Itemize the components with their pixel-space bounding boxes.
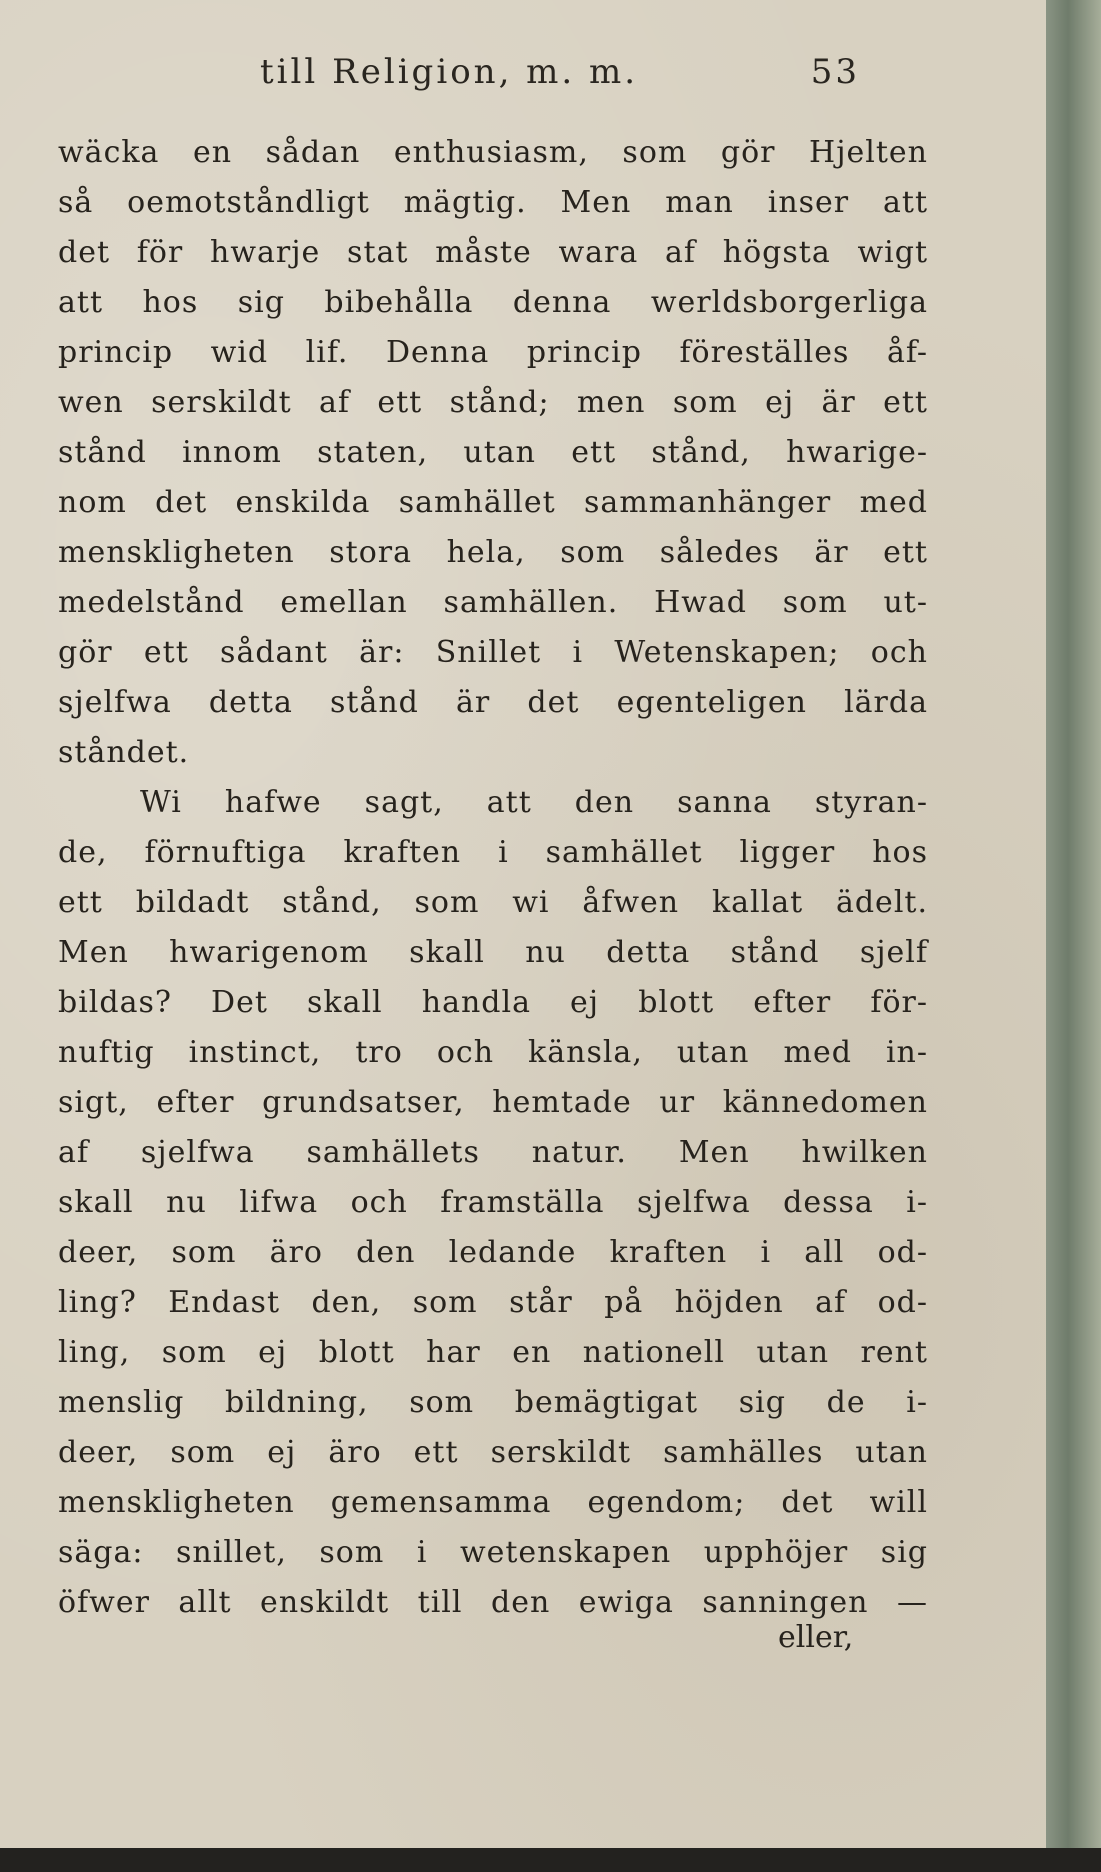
text-line: bildas? Det skall handla ej blott efter för- <box>58 985 928 1020</box>
text-line: ståndet. <box>58 735 190 770</box>
text-line: menskligheten gemensamma egendom; det will <box>58 1485 928 1520</box>
text-line: deer, som äro den ledande kraften i all od- <box>58 1235 928 1270</box>
text-line: nom det enskilda samhället sammanhänger med <box>58 485 928 520</box>
text-line: medelstånd emellan samhällen. Hwad som ut- <box>58 585 928 620</box>
page-header <box>260 52 880 102</box>
running-title: till Religion, m. m. <box>260 52 639 92</box>
text-line: menslig bildning, som bemägtigat sig de i- <box>58 1385 928 1420</box>
text-line: deer, som ej äro ett serskildt samhälles utan <box>58 1435 928 1470</box>
text-line: wen serskildt af ett stånd; men som ej är ett <box>58 385 928 420</box>
paragraph-first-line: Wi hafwe sagt, att den sanna styran- <box>140 785 928 820</box>
text-line: stånd innom staten, utan ett stånd, hwarige- <box>58 435 928 470</box>
text-line: ett bildadt stånd, som wi åfwen kallat ädelt. <box>58 885 928 920</box>
page-number: 53 <box>810 52 860 92</box>
body-text <box>58 128 928 1628</box>
text-line: sigt, efter grundsatser, hemtade ur kännedomen <box>58 1085 928 1120</box>
text-line: nuftig instinct, tro och känsla, utan med in- <box>58 1035 928 1070</box>
page-edge <box>1046 0 1101 1848</box>
text-line: ling? Endast den, som står på höjden af od- <box>58 1285 928 1320</box>
text-line: princip wid lif. Denna princip föreställes åf- <box>58 335 928 370</box>
text-line: sjelfwa detta stånd är det egenteligen lärda <box>58 685 928 720</box>
text-line: öfwer allt enskildt till den ewiga sanningen — <box>58 1585 928 1620</box>
text-line: skall nu lifwa och framställa sjelfwa dessa i- <box>58 1185 928 1220</box>
text-line: säga: snillet, som i wetenskapen upphöjer sig <box>58 1535 928 1570</box>
text-line: det för hwarje stat måste wara af högsta wigt <box>58 235 928 270</box>
text-line: så oemotståndligt mägtig. Men man inser att <box>58 185 928 220</box>
text-line: att hos sig bibehålla denna werldsborgerliga <box>58 285 928 320</box>
catchword: eller, <box>778 1620 854 1655</box>
text-line: de, förnuftiga kraften i samhället ligger hos <box>58 835 928 870</box>
scan-border <box>0 1848 1101 1872</box>
text-line: ling, som ej blott har en nationell utan rent <box>58 1335 928 1370</box>
text-line: gör ett sådant är: Snillet i Wetenskapen; och <box>58 635 928 670</box>
text-line: af sjelfwa samhällets natur. Men hwilken <box>58 1135 928 1170</box>
text-line: menskligheten stora hela, som således är ett <box>58 535 928 570</box>
text-line: Men hwarigenom skall nu detta stånd sjelf <box>58 935 928 970</box>
text-line: wäcka en sådan enthusiasm, som gör Hjelten <box>58 135 928 170</box>
